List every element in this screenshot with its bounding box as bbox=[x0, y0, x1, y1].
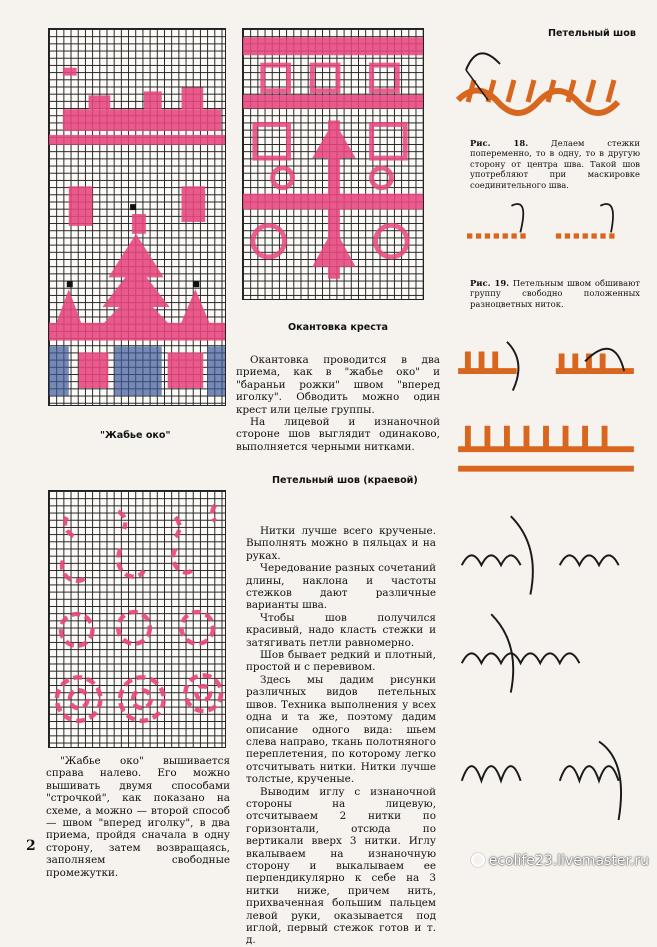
main-paragraph: Здесь мы дадим рисунки различных видов петельных швов. Техника выполнения у всех одна и та же, поэтому дадим описание одного вида: шьем слева направо, ткань полотняного переплетения, по которому легко отсчитывать нитки. Нитки лучше толстые, крученые. bbox=[246, 673, 436, 786]
fig18-label: Рис. 18. bbox=[470, 138, 529, 148]
fig18-caption bbox=[470, 138, 640, 190]
main-paragraph: Выводим иглу с изнаночной стороны на лицевую, отсчитываем 2 нитки по горизонтали, отсюда по вертикали вверх 3 нитки. Иглу вкалываем на изнаночную сторону и выкалываем ее перпендикулярно к себе на 3 нитки ниже, причем нить, прихваченная большим пальцем левой руки, оказывается под иглой, первый стежок готов и т. д. bbox=[246, 785, 436, 947]
embroidery-chart-zhabye-oko bbox=[48, 490, 226, 748]
okantovka-text bbox=[236, 354, 440, 453]
fig18-text: Делаем стежки попеременно, то в одну, то в другую сторону от центра шва. Такой шов употребляют при маскировке соединительного шва. bbox=[470, 138, 641, 190]
main-paragraph: Чередование разных сочетаний длины, наклона и частоты стежков дают различные варианты шва. bbox=[246, 562, 436, 612]
stitch-diagram-black-white bbox=[452, 505, 648, 841]
buttonhole-stitch-illustration-2 bbox=[452, 188, 642, 268]
fig19-label: Рис. 19. bbox=[470, 278, 510, 288]
embroidery-motif-circles bbox=[243, 29, 423, 299]
main-text bbox=[246, 525, 436, 947]
main-paragraph: Шов бывает редкий и плотный, простой и с перевивом. bbox=[246, 649, 436, 674]
buttonhole-stitch-illustration-1 bbox=[448, 30, 648, 130]
main-paragraph: Нитки лучше всего крученые. Выполнять можно в пяльцах и на руках. bbox=[246, 525, 436, 562]
watermark-logo-icon bbox=[471, 853, 485, 867]
embroidery-chart-top-middle bbox=[242, 28, 424, 300]
fig19-text: Петельным швом обшивают группу свободно положенных разноцветных ниток. bbox=[470, 278, 640, 309]
embroidery-motif-tree bbox=[49, 29, 225, 405]
okantovka-title: Окантовка креста bbox=[288, 322, 388, 333]
zhabye-oko-motif bbox=[49, 491, 225, 747]
buttonhole-stitch-illustration-3 bbox=[444, 332, 648, 498]
petelny-kraevoy-title: Петельный шов (краевой) bbox=[272, 475, 418, 486]
main-paragraph: Чтобы шов получился красивый, надо класть стежки и затягивать петли равномерно. bbox=[246, 611, 436, 649]
fig19-caption bbox=[470, 278, 640, 309]
page-number: 2 bbox=[26, 838, 36, 854]
embroidery-chart-top-left bbox=[48, 28, 226, 406]
zhabye-oko-text: "Жабье око" вышивается справа налево. Его можно вышивать двумя способами "строчкой", как показано на схеме, а можно — второй способ — швом "вперед иголку", в два приема, пройдя сначала в одну сторону, затем возвращаясь, заполняем свободные промежутки. bbox=[46, 755, 230, 879]
top-right-title: Петельный шов bbox=[548, 28, 636, 39]
okantovka-paragraph: Окантовка проводится в два приема, как в "жабье око" и "бараньи рожки" швом "вперед иголку". Обводить можно один крест или целые группы. bbox=[236, 354, 440, 416]
zhabye-oko-title: "Жабье око" bbox=[100, 430, 171, 441]
watermark-text: ecolife23.livemaster.ru bbox=[488, 853, 649, 869]
watermark bbox=[471, 853, 649, 869]
okantovka-paragraph: На лицевой и изнаночной стороне шов выглядит одинаково, выполняется черными нитками. bbox=[236, 416, 440, 453]
